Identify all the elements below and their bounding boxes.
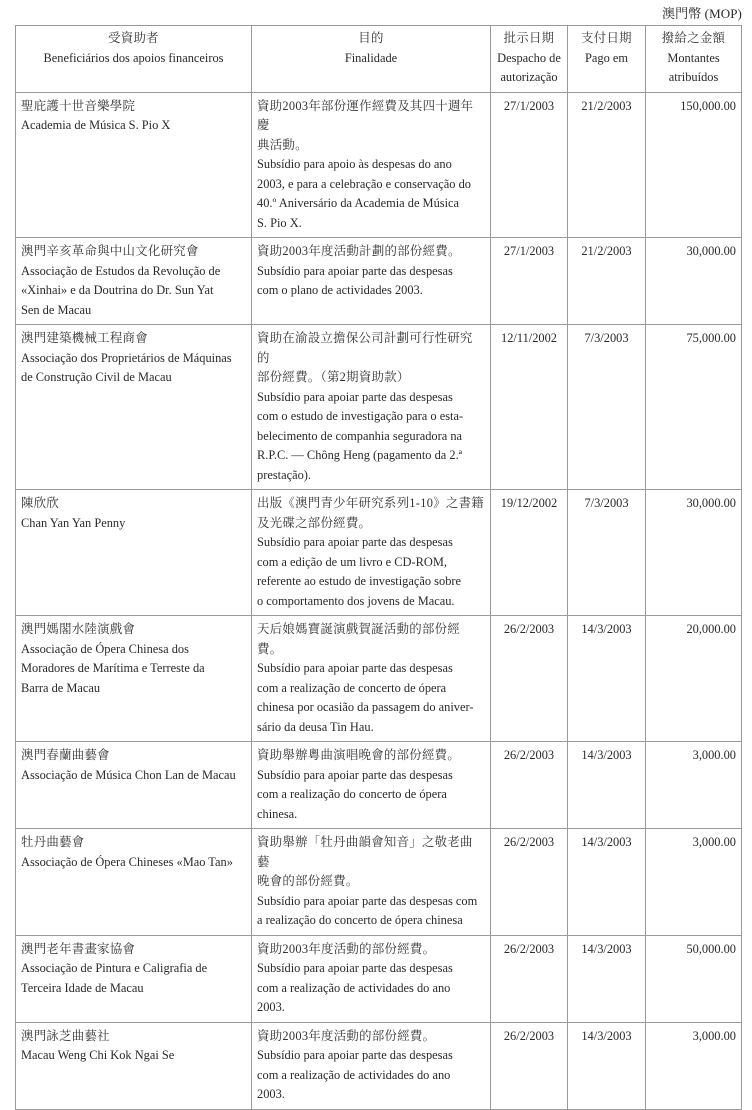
payment-date-cell: 14/3/2003 <box>568 935 646 1022</box>
table-row <box>16 616 742 742</box>
beneficiary-cell <box>16 1022 252 1109</box>
purpose-text-pt: S. Pio X. <box>257 215 302 230</box>
beneficiary-name-zh: 澳門建築機械工程商會 <box>21 331 148 345</box>
table-row <box>16 1022 742 1109</box>
purpose-text-zh: 出版《澳門青少年研究系列1-10》之書籍 <box>257 496 484 510</box>
beneficiary-cell <box>16 616 252 742</box>
purpose-text-pt: 2003. <box>257 1000 285 1014</box>
purpose-text-pt: Subsídio para apoiar parte das despesas <box>257 661 453 675</box>
purpose-text-zh: 資助2003年度活動計劃的部份經費。 <box>257 244 461 258</box>
purpose-text-pt: Subsídio para apoiar parte das despesas <box>257 535 453 549</box>
amount-cell: 30,000.00 <box>646 238 742 325</box>
amount-cell: 50,000.00 <box>646 935 742 1022</box>
purpose-text-zh: 天后娘媽寶誕演戲賀誕活動的部份經費。 <box>257 622 461 656</box>
purpose-text-pt: Subsídio para apoiar parte das despesas <box>257 767 453 782</box>
payment-date-cell: 14/3/2003 <box>568 742 646 829</box>
header-label-pt: Montantes <box>667 50 720 65</box>
approval-date-cell: 19/12/2002 <box>491 490 568 616</box>
table-row <box>16 325 742 490</box>
beneficiary-name-pt: Macau Weng Chi Kok Ngai Se <box>21 1048 175 1062</box>
beneficiary-cell <box>16 742 252 829</box>
header-label-pt: Despacho de <box>497 50 561 65</box>
amount-cell: 20,000.00 <box>646 616 742 742</box>
beneficiary-name-pt: Sen de Macau <box>21 302 92 317</box>
purpose-cell <box>252 616 491 742</box>
header-label-zh: 受資助者 <box>108 31 159 45</box>
amount-cell: 75,000.00 <box>646 325 742 490</box>
amount-cell: 30,000.00 <box>646 490 742 616</box>
header-label-zh: 目的 <box>358 31 384 45</box>
header-label-pt: atribuídos <box>668 70 719 84</box>
purpose-text-pt: 40.º Aniversário da Academia de Música <box>257 196 460 210</box>
approval-date-cell: 26/2/2003 <box>491 935 568 1022</box>
purpose-text-pt: com o plano de actividades 2003. <box>257 283 423 297</box>
purpose-cell <box>252 935 491 1022</box>
purpose-text-pt: com a realização de actividades do ano <box>257 980 451 995</box>
purpose-text-zh: 資助在渝設立擔保公司計劃可行性研究的 <box>257 331 473 365</box>
payment-date-cell: 7/3/2003 <box>568 325 646 490</box>
purpose-text-pt: com a realização do concerto de ópera <box>257 787 447 801</box>
payment-date-cell: 21/2/2003 <box>568 238 646 325</box>
approval-date-cell: 27/1/2003 <box>491 238 568 325</box>
purpose-text-pt: belecimento de companhia seguradora na <box>257 428 463 443</box>
purpose-text-pt: com o estudo de investigação para o esta- <box>257 409 464 423</box>
purpose-text-pt: Subsídio para apoiar parte das despesas <box>257 389 453 404</box>
purpose-text-zh: 資助舉辦「牡丹曲韻會知音」之敬老曲藝 <box>257 835 473 869</box>
table-row <box>16 490 742 616</box>
beneficiary-name-pt: Associação de Pintura e Caligrafia de <box>21 961 208 975</box>
purpose-text-zh: 及光碟之部份經費。 <box>257 515 372 530</box>
purpose-text-zh: 晚會的部份經費。 <box>257 874 359 888</box>
header-label-zh: 撥給之金額 <box>661 31 726 45</box>
header-approval-date <box>491 26 568 93</box>
purpose-cell <box>252 742 491 829</box>
purpose-text-pt: a realização do concerto de ópera chinesa <box>257 913 463 927</box>
purpose-text-pt: R.P.C. — Chông Heng (pagamento da 2.ª <box>257 448 463 462</box>
table-header-row <box>16 26 742 93</box>
purpose-text-zh: 部份經費。（第2期資助款） <box>257 370 410 384</box>
beneficiary-name-zh: 澳門春蘭曲藝會 <box>21 748 110 762</box>
purpose-cell <box>252 92 491 238</box>
beneficiary-cell <box>16 92 252 238</box>
header-label-pt: autorização <box>500 70 558 84</box>
payment-date-cell: 21/2/2003 <box>568 92 646 238</box>
approval-date-cell: 12/11/2002 <box>491 325 568 490</box>
purpose-text-pt: Subsídio para apoiar parte das despesas <box>257 961 453 975</box>
purpose-text-pt: Subsídio para apoiar parte das despesas <box>257 263 453 278</box>
table-row <box>16 742 742 829</box>
purpose-text-pt: o comportamento dos jovens de Macau. <box>257 593 455 608</box>
beneficiary-cell <box>16 935 252 1022</box>
table-body <box>16 92 742 1109</box>
beneficiary-name-pt: Associação dos Proprietários de Máquinas <box>21 350 232 365</box>
approval-date-cell: 27/1/2003 <box>491 92 568 238</box>
header-label-pt: Beneficiários dos apoios financeiros <box>43 50 224 65</box>
approval-date-cell: 26/2/2003 <box>491 616 568 742</box>
header-label-zh: 批示日期 <box>503 31 555 45</box>
purpose-text-pt: Subsídio para apoiar parte das despesas com <box>257 893 478 908</box>
purpose-text-pt: prestação). <box>257 467 312 482</box>
header-amount <box>646 26 742 93</box>
currency-label: 澳門幣 (MOP) <box>662 6 742 21</box>
amount-cell: 150,000.00 <box>646 92 742 238</box>
beneficiary-cell <box>16 490 252 616</box>
purpose-text-pt: sário da deusa Tin Hau. <box>257 719 374 734</box>
payment-date-cell: 7/3/2003 <box>568 490 646 616</box>
header-beneficiary <box>16 26 252 93</box>
beneficiary-name-zh: 陳欣欣 <box>21 496 60 510</box>
purpose-text-pt: Subsídio para apoiar parte das despesas <box>257 1048 453 1062</box>
beneficiary-name-pt: Terceira Idade de Macau <box>21 980 144 995</box>
purpose-text-pt: com a edição de um livro e CD-ROM, <box>257 554 447 569</box>
grants-table <box>15 25 742 1110</box>
purpose-cell <box>252 829 491 936</box>
purpose-text-pt: com a realização de concerto de ópera <box>257 680 447 695</box>
beneficiary-cell <box>16 829 252 936</box>
payment-date-cell: 14/3/2003 <box>568 1022 646 1109</box>
purpose-text-zh: 資助2003年度活動的部份經費。 <box>257 941 436 956</box>
amount-cell: 3,000.00 <box>646 1022 742 1109</box>
beneficiary-name-zh: 澳門老年書畫家協會 <box>21 941 136 956</box>
beneficiary-cell <box>16 238 252 325</box>
beneficiary-name-pt: Associação de Estudos da Revolução de <box>21 263 221 278</box>
purpose-text-pt: com a realização de actividades do ano <box>257 1067 451 1082</box>
amount-cell: 3,000.00 <box>646 742 742 829</box>
table-row <box>16 92 742 238</box>
approval-date-cell: 26/2/2003 <box>491 1022 568 1109</box>
beneficiary-name-zh: 聖庇護十世音樂學院 <box>21 98 136 113</box>
header-label-pt: Pago em <box>584 50 629 65</box>
table-row <box>16 238 742 325</box>
purpose-cell <box>252 1022 491 1109</box>
table-row <box>16 935 742 1022</box>
beneficiary-name-pt: Academia de Música S. Pio X <box>21 118 171 132</box>
purpose-text-pt: 2003. <box>257 1087 285 1101</box>
beneficiary-name-zh: 澳門詠芝曲藝社 <box>21 1028 110 1043</box>
beneficiary-name-zh: 澳門媽閣水陸演戲會 <box>21 622 136 636</box>
header-label-pt: Finalidade <box>344 50 398 65</box>
purpose-cell <box>252 238 491 325</box>
amount-cell: 3,000.00 <box>646 829 742 936</box>
purpose-text-zh: 資助2003年度活動的部份經費。 <box>257 1028 436 1043</box>
beneficiary-name-pt: Barra de Macau <box>21 680 101 695</box>
approval-date-cell: 26/2/2003 <box>491 829 568 936</box>
header-payment-date <box>568 26 646 93</box>
beneficiary-name-pt: Associação de Ópera Chinesa dos <box>21 641 189 656</box>
approval-date-cell: 26/2/2003 <box>491 742 568 829</box>
beneficiary-name-pt: Chan Yan Yan Penny <box>21 515 126 530</box>
purpose-text-pt: 2003, e para a celebração e conservação do <box>257 176 471 191</box>
beneficiary-name-pt: Moradores de Marítima e Terreste da <box>21 661 205 675</box>
purpose-text-zh: 資助舉辦粵曲演唱晚會的部份經費。 <box>257 748 461 762</box>
header-purpose <box>252 26 491 93</box>
beneficiary-name-pt: Associação de Ópera Chineses «Mao Tan» <box>21 854 233 869</box>
payment-date-cell: 14/3/2003 <box>568 616 646 742</box>
header-label-zh: 支付日期 <box>581 31 632 45</box>
purpose-text-zh: 典活動。 <box>257 137 308 152</box>
purpose-cell <box>252 490 491 616</box>
beneficiary-name-pt: «Xinhai» e da Doutrina do Dr. Sun Yat <box>21 283 214 297</box>
beneficiary-name-pt: Associação de Música Chon Lan de Macau <box>21 767 236 782</box>
beneficiary-name-pt: de Construção Civil de Macau <box>21 370 172 384</box>
purpose-text-pt: chinesa por ocasião da passagem do aniver- <box>257 700 474 714</box>
beneficiary-name-zh: 牡丹曲藝會 <box>21 835 85 849</box>
purpose-text-pt: chinesa. <box>257 806 298 821</box>
purpose-text-pt: Subsídio para apoio às despesas do ano <box>257 157 452 171</box>
purpose-cell <box>252 325 491 490</box>
purpose-text-pt: referente ao estudo de investigação sobre <box>257 574 462 588</box>
purpose-text-zh: 資助2003年部份運作經費及其四十週年慶 <box>257 98 474 132</box>
payment-date-cell: 14/3/2003 <box>568 829 646 936</box>
table-row <box>16 829 742 936</box>
beneficiary-name-zh: 澳門辛亥革命與中山文化研究會 <box>21 244 199 258</box>
beneficiary-cell <box>16 325 252 490</box>
